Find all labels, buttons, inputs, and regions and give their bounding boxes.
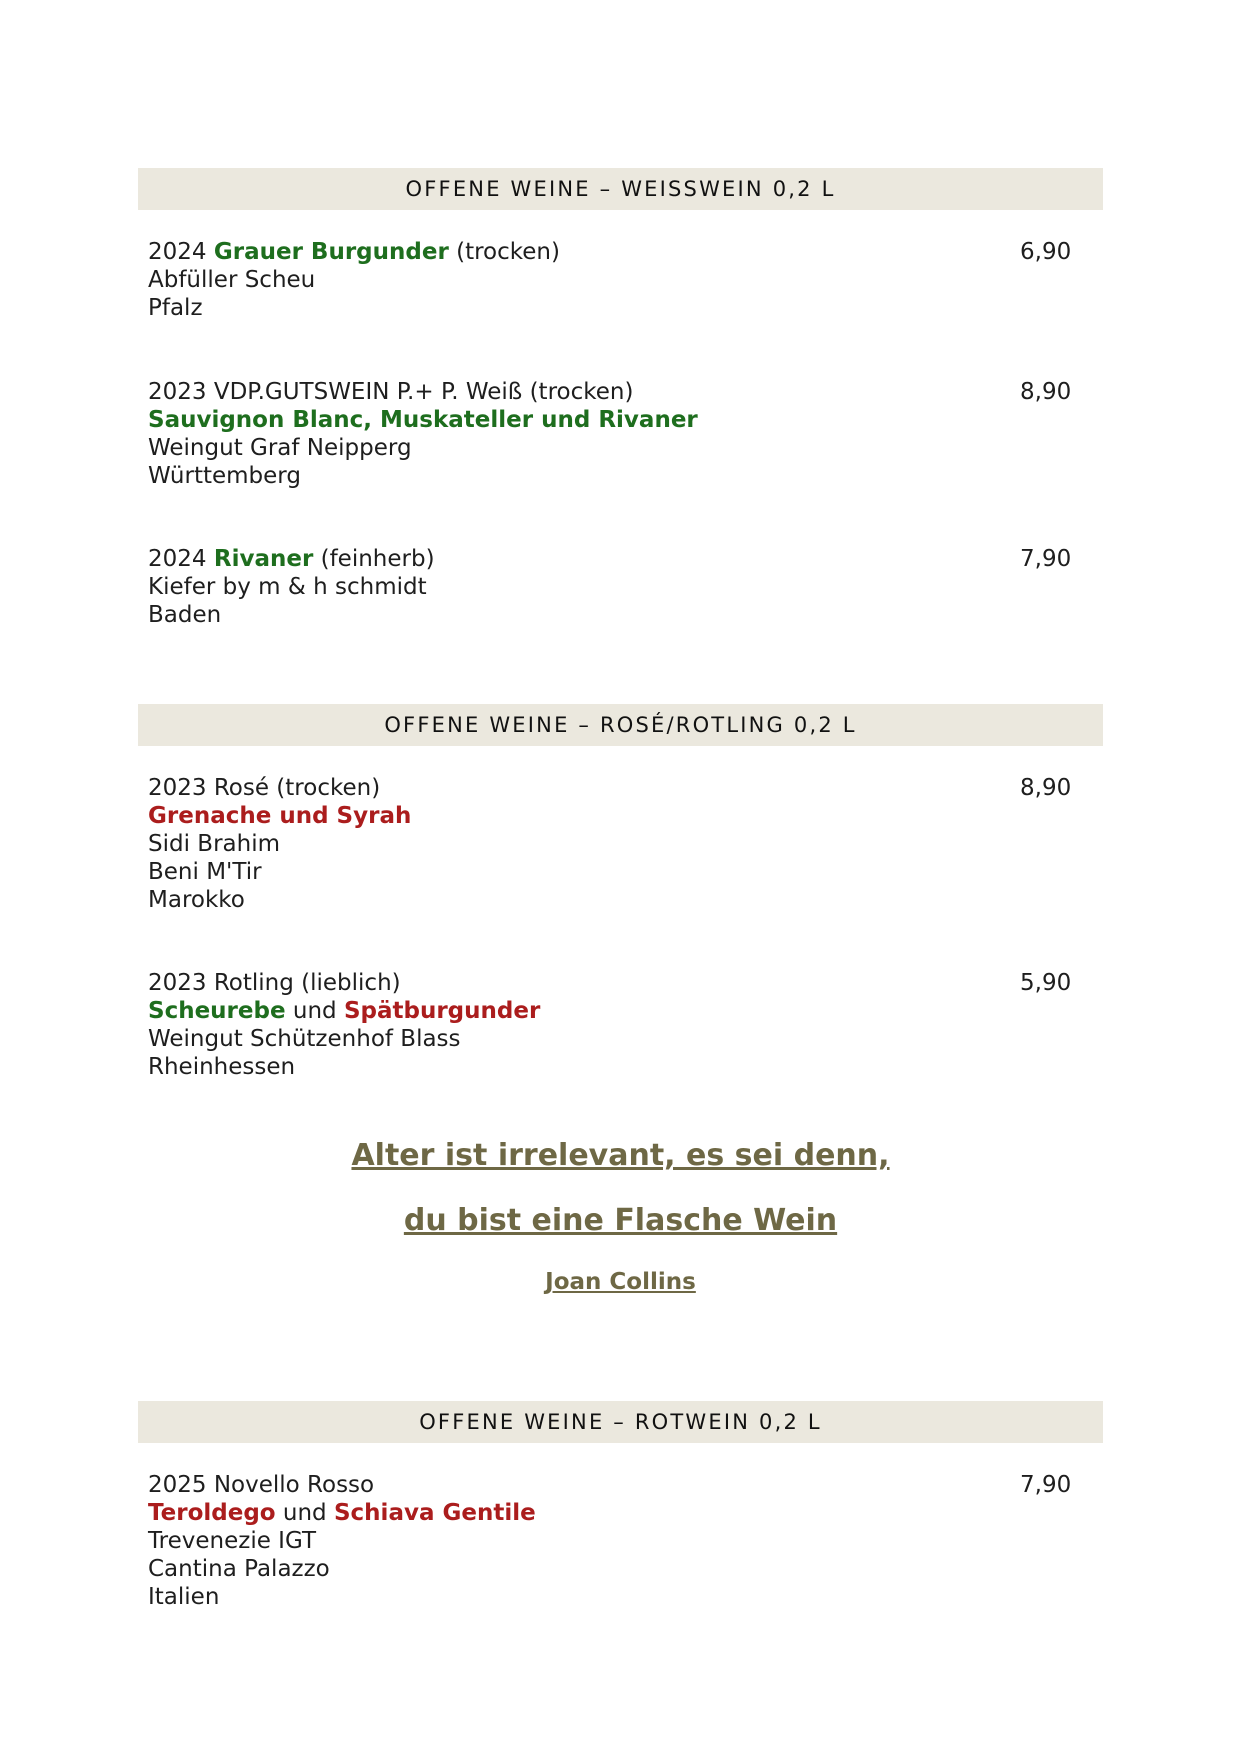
wine-name: Rivaner bbox=[213, 546, 314, 572]
wine-item-rotling bbox=[148, 969, 1068, 1081]
wine-grape-connector: und bbox=[282, 1500, 327, 1526]
wine-item-rose bbox=[148, 774, 1068, 914]
wine-title: 2025 Novello Rosso bbox=[148, 1472, 375, 1498]
wine-title: 2023 Rosé (trocken) bbox=[148, 775, 381, 801]
wine-producer-location: Beni M'Tir bbox=[148, 859, 262, 885]
wine-year: 2024 bbox=[148, 239, 207, 265]
wine-price: 8,90 bbox=[1020, 379, 1072, 405]
wine-grapes: Sauvignon Blanc, Muskateller und Rivaner bbox=[148, 407, 698, 433]
wine-price: 5,90 bbox=[1020, 970, 1072, 996]
wine-producer: Weingut Graf Neipperg bbox=[148, 435, 412, 461]
wine-region: Baden bbox=[148, 602, 222, 628]
wine-item-grauer-burgunder bbox=[148, 238, 1068, 322]
wine-price: 7,90 bbox=[1020, 546, 1072, 572]
wine-grape: Teroldego bbox=[148, 1500, 276, 1526]
wine-producer: Cantina Palazzo bbox=[148, 1556, 330, 1582]
wine-grape: Spätburgunder bbox=[343, 998, 541, 1024]
wine-region: Pfalz bbox=[148, 295, 203, 321]
wine-region: Marokko bbox=[148, 887, 245, 913]
quote-line-1: Alter ist irrelevant, es sei denn, bbox=[351, 1138, 890, 1173]
wine-grape: Schiava Gentile bbox=[333, 1500, 536, 1526]
quote-line-2: du bist eine Flasche Wein bbox=[403, 1203, 838, 1238]
wine-style: (feinherb) bbox=[320, 546, 435, 572]
wine-region: Rheinhessen bbox=[148, 1054, 296, 1080]
wine-producer: Weingut Schützenhof Blass bbox=[148, 1026, 461, 1052]
wine-style: (trocken) bbox=[456, 239, 560, 265]
wine-title: 2023 Rotling (lieblich) bbox=[148, 970, 401, 996]
wine-item-novello-rosso bbox=[148, 1471, 1068, 1611]
section-header-weisswein: OFFENE WEINE – WEISSWEIN 0,2 L bbox=[138, 168, 1103, 210]
wine-item-rivaner bbox=[148, 545, 1068, 629]
wine-producer: Abfüller Scheu bbox=[148, 267, 316, 293]
wine-producer: Kiefer by m & h schmidt bbox=[148, 574, 427, 600]
wine-grapes: Grenache und Syrah bbox=[148, 803, 412, 829]
wine-designation: Trevenezie IGT bbox=[148, 1528, 317, 1554]
wine-price: 8,90 bbox=[1020, 775, 1072, 801]
wine-name: Grauer Burgunder bbox=[213, 239, 449, 265]
wine-item-gutswein bbox=[148, 378, 1068, 490]
quote-author: Joan Collins bbox=[545, 1269, 696, 1295]
section-header-rose: OFFENE WEINE – ROSÉ/ROTLING 0,2 L bbox=[138, 704, 1103, 746]
wine-producer: Sidi Brahim bbox=[148, 831, 280, 857]
wine-region: Italien bbox=[148, 1584, 220, 1610]
wine-grape: Scheurebe bbox=[148, 998, 286, 1024]
wine-price: 7,90 bbox=[1020, 1472, 1072, 1498]
wine-title: 2023 VDP.GUTSWEIN P.+ P. Weiß (trocken) bbox=[148, 379, 634, 405]
section-header-rotwein: OFFENE WEINE – ROTWEIN 0,2 L bbox=[138, 1401, 1103, 1443]
wine-price: 6,90 bbox=[1020, 239, 1072, 265]
wine-year: 2024 bbox=[148, 546, 207, 572]
wine-grape-connector: und bbox=[292, 998, 337, 1024]
wine-region: Württemberg bbox=[148, 463, 301, 489]
